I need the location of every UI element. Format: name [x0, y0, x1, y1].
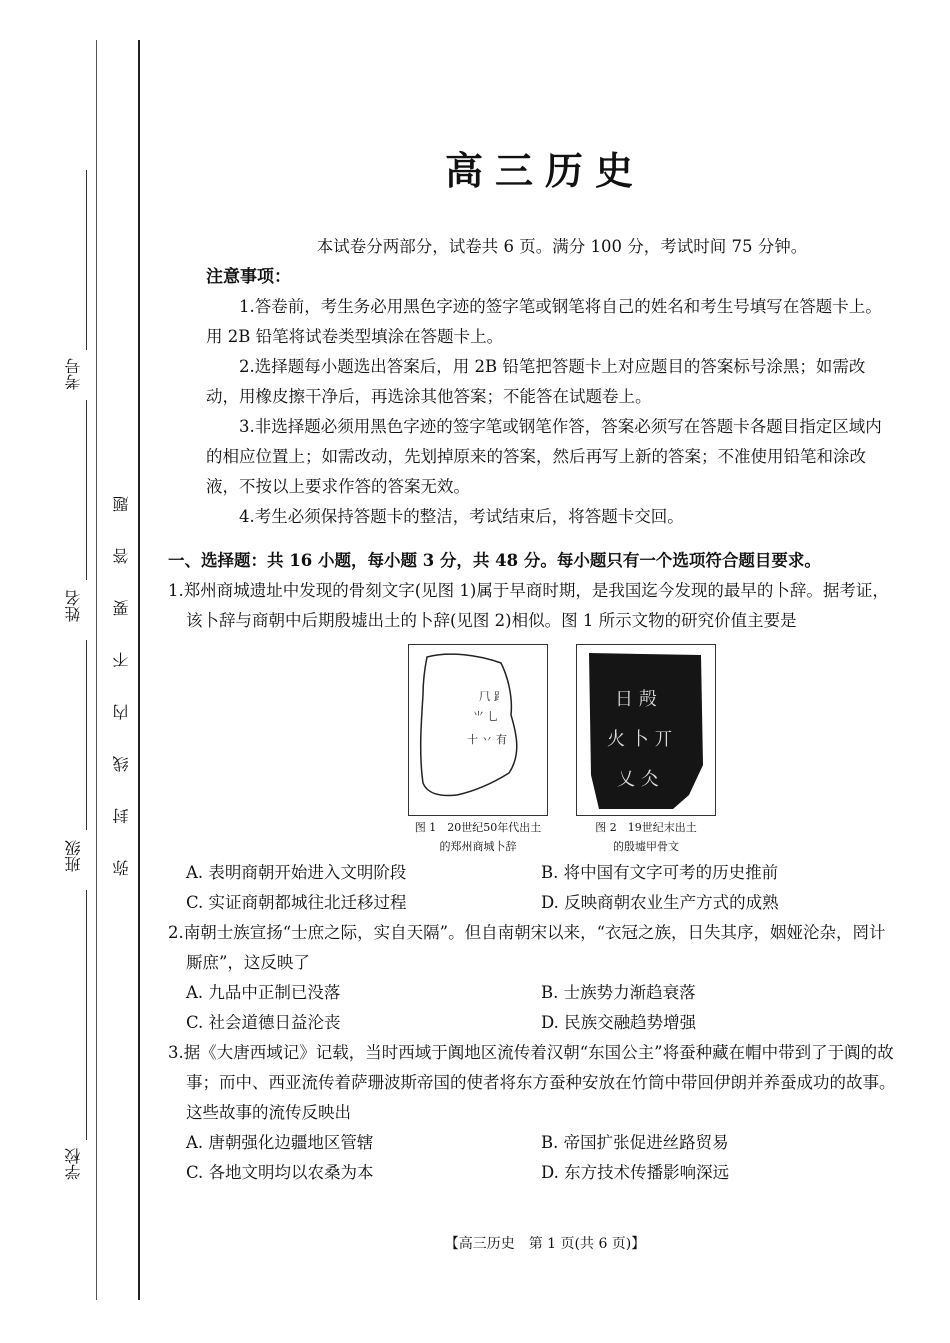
- name-blank: [86, 400, 87, 580]
- side-label-name: 姓名: [64, 590, 83, 622]
- question-3-option-c[interactable]: C. 各地文明均以农桑为本: [186, 1163, 374, 1182]
- question-1-stem: 1.郑州商城遗址中发现的骨刻文字(见图 1)属于早商时期，是我国迄今发现的最早的卜辞。据考证，该卜辞与商朝中后期殷墟出土的卜辞(见图 2)相似。图 1 所示文物的研究价值主要是: [168, 581, 889, 630]
- svg-text:⺌ 乚: ⺌ 乚: [473, 710, 499, 723]
- question-3-stem: 3.据《大唐西域记》记载，当时西域于阗地区流传着汉朝“东国公主”将蚕种藏在帽中带到了于阗的故事；而中、西亚流传着萨珊波斯帝国的使者将东方蚕种安放在竹筒中带回伊朗并养蚕成功的故事。这些故事的流传反映出: [168, 1043, 896, 1122]
- figure-2-caption-line1: 图 2 19世纪末出土: [595, 821, 697, 834]
- svg-text:十 丷 有: 十 丷 有: [467, 733, 507, 746]
- question-2-option-c[interactable]: C. 社会道德日益沦丧: [186, 1013, 341, 1032]
- question-2-option-d[interactable]: D. 民族交融趋势增强: [541, 1013, 697, 1032]
- figure-1-bone-image: [408, 644, 548, 816]
- question-3-options: [168, 1128, 896, 1188]
- question-3-option-d[interactable]: D. 东方技术传播影响深远: [541, 1163, 730, 1182]
- margin-rule-inner: [138, 40, 140, 1300]
- notes-heading: 注意事项：: [206, 267, 291, 287]
- school-blank: [86, 890, 87, 1140]
- exam-intro: 本试卷分两部分，试卷共 6 页。满分 100 分，考试时间 75 分钟。: [316, 237, 808, 256]
- seal-warning: 弥封线内不要答题: [112, 460, 131, 876]
- question-2-options: [168, 978, 896, 1038]
- figure-2-oracle-image: [576, 644, 716, 816]
- figure-1-caption-line1: 图 1 20世纪50年代出土: [414, 821, 542, 834]
- question-2-option-a[interactable]: A. 九品中正制已没落: [186, 983, 341, 1002]
- note-2: 2.选择题每小题选出答案后，用 2B 铅笔把答题卡上对应题目的答案标号涂黑；如需改动，用橡皮擦干净后，再选涂其他答案；不能答在试题卷上。: [206, 357, 866, 406]
- class-blank: [86, 640, 87, 830]
- question-1-option-c[interactable]: C. 实证商朝都城往北迁移过程: [186, 893, 407, 912]
- exam-content: [168, 232, 896, 1188]
- svg-text:⺇ ⻊: ⺇ ⻊: [479, 690, 505, 703]
- side-label-school: 学校: [64, 1148, 83, 1180]
- exam-no-blank: [86, 170, 87, 350]
- page-footer: 【高三历史 第 1 页(共 6 页)】: [444, 1236, 646, 1252]
- question-2-stem: 2.南朝士族宣扬“士庶之际，实自天隔”。但自南朝宋以来，“衣冠之族，日失其序，姻娅沦杂，罔计厮庶”，这反映了: [168, 923, 886, 972]
- question-1-options: [168, 858, 896, 918]
- note-3: 3.非选择题必须用黑色字迹的签字笔或钢笔作答，答案必须写在答题卡各题目指定区域内的相应位置上；如需改动，先划掉原来的答案，然后再写上新的答案；不准使用铅笔和涂改液，不按以上要求作答的答案无效。: [206, 417, 882, 496]
- note-4: 4.考生必须保持答题卡的整洁，考试结束后，将答题卡交回。: [239, 507, 684, 526]
- figure-2: [576, 644, 716, 854]
- page-title: 高三历史: [444, 148, 645, 193]
- margin-rule-outer: [96, 40, 97, 1300]
- question-2-option-b[interactable]: B. 士族势力渐趋衰落: [541, 983, 696, 1002]
- svg-text:乂 仌: 乂 仌: [617, 769, 659, 790]
- note-1: 1.答卷前，考生务必用黑色字迹的签字笔或钢笔将自己的姓名和考生号填写在答题卡上。用 2B 铅笔将试卷类型填涂在答题卡上。: [206, 297, 882, 346]
- svg-text:火 卜 丌: 火 卜 丌: [607, 729, 673, 750]
- question-1-figures: [168, 644, 896, 854]
- figure-1-caption-line2: 的郑州商城卜辞: [439, 840, 517, 853]
- question-1-option-a[interactable]: A. 表明商朝开始进入文明阶段: [186, 863, 407, 882]
- side-label-exam-no: 考号: [64, 358, 83, 390]
- question-1-option-b[interactable]: B. 将中国有文字可考的历史推前: [541, 863, 779, 882]
- svg-text:日 殸: 日 殸: [615, 689, 657, 710]
- figure-1: [408, 644, 548, 854]
- question-1-option-d[interactable]: D. 反映商朝农业生产方式的成熟: [541, 893, 779, 912]
- question-3-option-b[interactable]: B. 帝国扩张促进丝路贸易: [541, 1133, 729, 1152]
- side-label-class: 班级: [64, 840, 83, 872]
- section-heading: 一、选择题：共 16 小题，每小题 3 分，共 48 分。每小题只有一个选项符合题目要求。: [168, 551, 821, 570]
- figure-2-caption-line2: 的殷墟甲骨文: [613, 840, 679, 853]
- question-3-option-a[interactable]: A. 唐朝强化边疆地区管辖: [186, 1133, 374, 1152]
